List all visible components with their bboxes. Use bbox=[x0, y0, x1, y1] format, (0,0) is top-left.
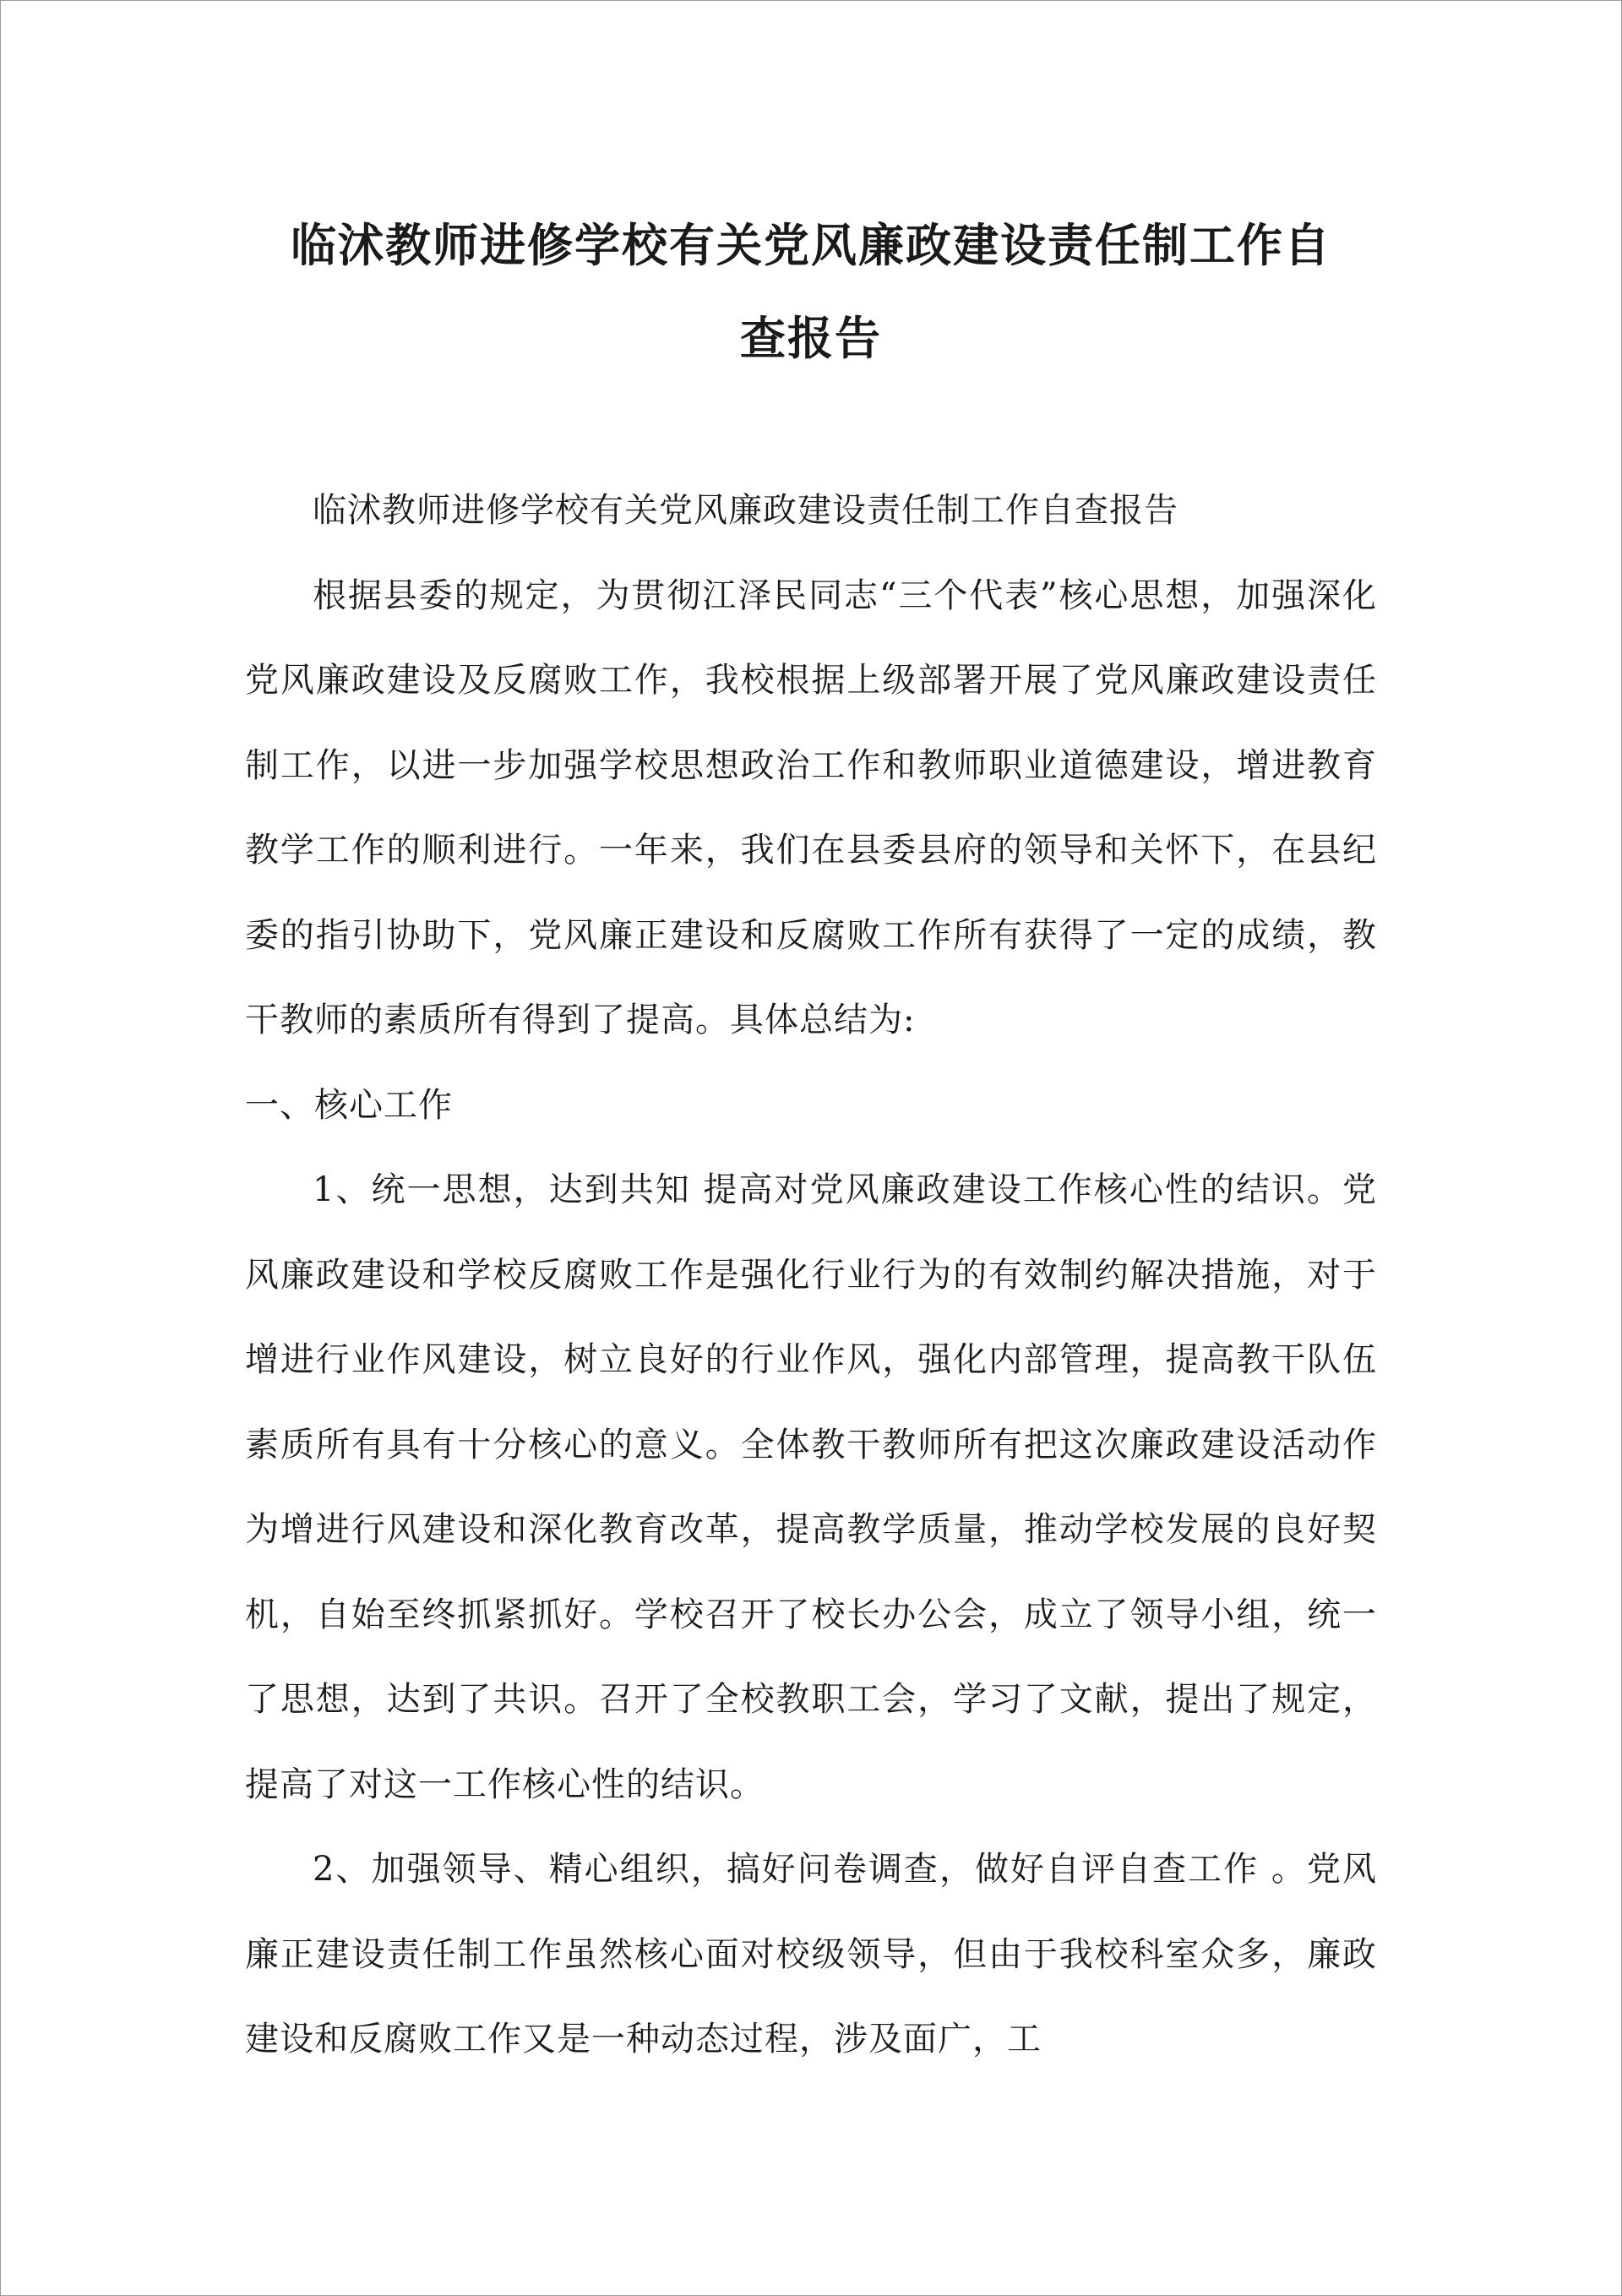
document-body bbox=[245, 468, 1377, 2082]
section-heading: 一、核心工作 bbox=[245, 1085, 453, 1125]
intro-paragraph: 根据县委的规定，为贯彻江泽民同志“三个代表”核心思想，加强深化党风廉政建设及反腐败工作，我校根据上级部署开展了党风廉政建设责任制工作，以进一步加强学校思想政治工作和教师职业道德建设，增进教育教学工作的顺利进行。一年来，我们在县委县府的领导和关怀下，在县纪委的指引协助下，党风廉正建设和反腐败工作所有获得了一定的成绩，教干教师的素质所有得到了提高。具体总结为: bbox=[245, 575, 1377, 1039]
title-line-1: 临沭教师进修学校有关党风廉政建设责任制工作自 bbox=[291, 218, 1331, 272]
subtitle-paragraph: 临沭教师进修学校有关党风廉政建设责任制工作自查报告 bbox=[313, 491, 1178, 530]
item-1-paragraph: 1、统一思想，达到共知 提高对党风廉政建设工作核心性的结识。党风廉政建设和学校反腐败工作是强化行业行为的有效制约解决措施，对于增进行业作风建设，树立良好的行业作风，强化内部管理，提高教干队伍素质所有具有十分核心的意义。全体教干教师所有把这次廉政建设活动作为增进行风建设和深化教育改革，提高教学质量，推动学校发展的良好契机，自始至终抓紧抓好。学校召开了校长办公会，成立了领导小组，统一了思想，达到了共识。召开了全校教职工会，学习了文献，提出了规定， 提高了对这一工作核心性的结识。 bbox=[245, 1170, 1377, 1804]
document-title bbox=[245, 199, 1377, 384]
item-2-paragraph: 2、加强领导、精心组织，搞好问卷调查，做好自评自查工作 。党风廉正建设责任制工作虽然核心面对校级领导，但由于我校科室众多，廉政建设和反腐败工作又是一种动态过程，涉及面广，工 bbox=[245, 1850, 1377, 2059]
title-line-2: 查报告 bbox=[740, 311, 882, 365]
